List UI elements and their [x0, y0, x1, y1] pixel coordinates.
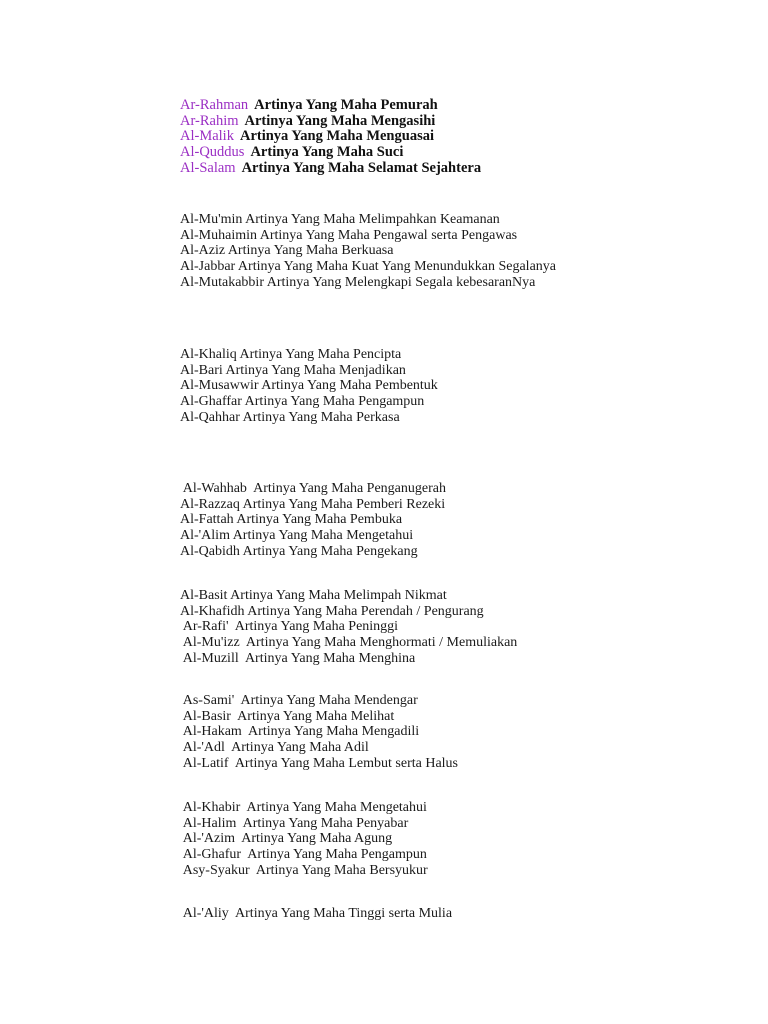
list-item: Al-Basir Artinya Yang Maha Melihat — [180, 708, 395, 724]
list-item: Al-Ghaffar Artinya Yang Maha Pengampun — [180, 394, 425, 410]
list-item: Al-Halim Artinya Yang Maha Penyabar — [180, 815, 409, 831]
list-item: Asy-Syakur Artinya Yang Maha Bersyukur — [180, 862, 428, 878]
list-item: Al-Mu'izz Artinya Yang Maha Menghormati / Memuliakan — [180, 635, 518, 651]
list-item: Al-Musawwir Artinya Yang Maha Pembentuk — [180, 378, 438, 394]
meaning-label: Artinya Yang Maha Suci — [250, 144, 404, 161]
list-item: Al-'Azim Artinya Yang Maha Agung — [180, 831, 393, 847]
list-item: Al-'Adl Artinya Yang Maha Adil — [180, 740, 369, 756]
list-item: Al-Khafidh Artinya Yang Maha Perendah / Pengurang — [180, 603, 484, 619]
list-item: As-Sami' Artinya Yang Maha Mendengar — [180, 693, 418, 708]
list-item: Al-Khabir Artinya Yang Maha Mengetahui — [180, 800, 427, 815]
list-item: Al-Qabidh Artinya Yang Maha Pengekang — [180, 543, 418, 559]
list-item: Al-Latif Artinya Yang Maha Lembut serta Halus — [180, 755, 459, 771]
name-label: Al-Salam — [180, 159, 236, 176]
list-item — [180, 98, 481, 114]
list-item: Ar-Rafi' Artinya Yang Maha Peninggi — [180, 619, 399, 635]
meaning-label: Artinya Yang Maha Mengasihi — [244, 112, 436, 129]
list-item — [180, 114, 481, 130]
list-item: Al-Razzaq Artinya Yang Maha Pemberi Rezeki — [180, 496, 446, 512]
asmaul-husna-group-7 — [180, 800, 428, 878]
asmaul-husna-group-5 — [180, 588, 517, 666]
list-item: Al-Jabbar Artinya Yang Maha Kuat Yang Menundukkan Segalanya — [180, 259, 556, 275]
list-item: Al-'Aliy Artinya Yang Maha Tinggi serta Mulia — [180, 906, 453, 921]
list-item: Al-Ghafur Artinya Yang Maha Pengampun — [180, 847, 427, 863]
meaning-label: Artinya Yang Maha Selamat Sejahtera — [241, 159, 482, 176]
list-item: Al-Khaliq Artinya Yang Maha Pencipta — [180, 347, 402, 362]
name-label: Al-Malik — [180, 128, 234, 145]
list-item — [180, 145, 481, 161]
list-item: Al-Wahhab Artinya Yang Maha Penganugerah — [180, 481, 446, 496]
list-item: Al-Aziz Artinya Yang Maha Berkuasa — [180, 243, 394, 259]
asmaul-husna-group-1 — [180, 98, 481, 176]
list-item: Al-'Alim Artinya Yang Maha Mengetahui — [180, 528, 414, 544]
asmaul-husna-group-2 — [180, 212, 556, 290]
name-label: Ar-Rahim — [180, 112, 239, 129]
list-item: Al-Fattah Artinya Yang Maha Pembuka — [180, 512, 403, 528]
name-label: Ar-Rahman — [180, 97, 249, 113]
list-item: Al-Mu'min Artinya Yang Maha Melimpahkan Keamanan — [180, 212, 500, 227]
asmaul-husna-group-6 — [180, 693, 458, 771]
name-label: Al-Quddus — [180, 144, 245, 161]
list-item — [180, 161, 481, 177]
meaning-label: Artinya Yang Maha Pemurah — [254, 97, 438, 113]
list-item: Al-Bari Artinya Yang Maha Menjadikan — [180, 362, 406, 378]
list-item: Al-Hakam Artinya Yang Maha Mengadili — [180, 724, 420, 740]
asmaul-husna-group-8 — [180, 906, 452, 922]
list-item: Al-Mutakabbir Artinya Yang Melengkapi Segala kebesaranNya — [180, 274, 536, 290]
list-item: Al-Basit Artinya Yang Maha Melimpah Nikmat — [180, 588, 447, 603]
asmaul-husna-group-4 — [180, 481, 446, 559]
list-item: Al-Muhaimin Artinya Yang Maha Pengawal serta Pengawas — [180, 227, 518, 243]
list-item: Al-Qahhar Artinya Yang Maha Perkasa — [180, 409, 400, 425]
meaning-label: Artinya Yang Maha Menguasai — [239, 128, 434, 145]
list-item: Al-Muzill Artinya Yang Maha Menghina — [180, 650, 416, 666]
list-item — [180, 129, 481, 145]
asmaul-husna-group-3 — [180, 347, 438, 425]
